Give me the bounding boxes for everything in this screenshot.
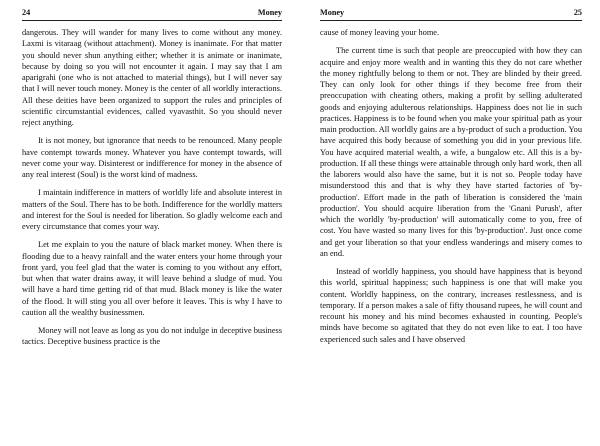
paragraph: Instead of worldly happiness, you should have happiness that is beyond this world, spiritual happiness; such happiness is one that will make you content. Worldly happiness, on the contrary, increases restlessness, and is temporary. If a person makes a sale of fifty thousand rupees, he will count and recount his money and his mind becomes exhausted in counting. People's minds have become so agitated that they do not even like to eat. I too have experienced such sales and I have observed [320,267,582,344]
page-header [22,8,282,21]
right-page [300,0,600,446]
page-number: 24 [22,8,31,17]
body-text [22,27,282,348]
paragraph: It is not money, but ignorance that needs to be renounced. Many people have contempt towards money. Whatever you have contempt towards, will never come your way. Disinterest or indifference for money in the absence of any real interest (Soul) is the worst kind of madness. [22,136,282,179]
paragraph: dangerous. They will wander for many lives to come without any money. Laxmi is vitaraag (without attachment). Money is inanimate. For that matter you should never shun anything either; whether it is animate or inanimate, because by doing so you will not encounter it again. I may say that I am aparigrahi (one who is not attached to material things), but I will never say that I will never touch money. Money is the center of all worldly interactions. All these deities have been organized to support the rules and principles of scientific circumstantial evidences, called vyavasthit. So you should never reject anything. [22,28,282,127]
running-head: Money [320,8,345,17]
paragraph: Money will not leave as long as you do not indulge in deceptive business tactics. Deceptive business practice is the [22,326,283,347]
paragraph: cause of money leaving your home. [320,28,440,37]
page-header [320,8,582,21]
paragraph: I maintain indifference in matters of worldly life and absolute interest in matters of the Soul. There has to be both. Indifference for the worldly matters and interest for the Soul is needed for liberation. So gladly welcome each and every circumstance that comes your way. [22,188,282,231]
page-number: 25 [573,8,582,17]
paragraph: Let me explain to you the nature of black market money. When there is flooding due to a heavy rainfall and the water enters your home through your front yard, you feel glad that the water is coming to you without any effort, but when that water drains away, it will leave behind a sludge of mud. You will have a hard time getting rid of that mud. Black money is like the water of the flood. It will sting you all over before it leaves. This is why I have to caution all the wealthy businessmen. [22,240,282,317]
running-head: Money [257,8,282,17]
body-text [320,27,582,345]
paragraph: The current time is such that people are preoccupied with how they can acquire and enjoy more wealth and in wanting this they do not care whether the money rightfully belong to them or not. They are blinded by their greed. They can only look for other things if they become free from their preoccupation with cheating others, making a profit by selling adulterated goods and enjoying adulterous relationships. Happiness does not lie in such practices. Happiness is to be found when you make your spiritual path as your main production. All worldly gains are a by-product of such a production. You have acquired this body because of something you did in your previous life. You have acquired material wealth, a wife, a bungalow etc. All this is a by-production. If all these things were attainable through only hard work, then all the laborers would also have the same, but it is not so. People today have misunderstood this and that is why they have started factories of 'by-production'. Effort made in the path of liberation is considered the 'main production'. You should acquire liberation from the 'Gnani Purush', after which the worldly 'by-production' will automatically come to you, free of cost. You have wasted so many lives for this 'by-production'. Just once come and get your liberation so that your endless wanderings and misery comes to an end. [320,46,582,258]
